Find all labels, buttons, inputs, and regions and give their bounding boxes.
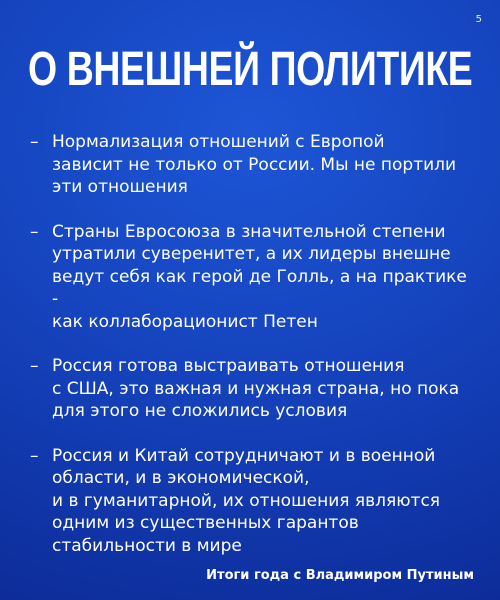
dash-marker: –	[30, 221, 39, 242]
dash-marker: –	[30, 132, 39, 152]
bullet-text: Нормализация отношений с Европой зависит не только от России. Мы не портили эти отношения	[52, 132, 457, 197]
page-title: О ВНЕШНЕЙ ПОЛИТИКЕ	[28, 43, 473, 96]
footer-caption: Итоги года с Владимиром Путиным	[206, 568, 474, 583]
bullet-text: Россия и Китай сотрудничают и в военной области, и в экономической, и в гуманитарной, их отношения являются одним из существенных гарантов стабильности в мире	[52, 445, 441, 556]
dash-marker: –	[30, 445, 39, 466]
bullet-text: Страны Евросоюза в значительной степени утратили суверенитет, а их лидеры внешне ведут себя как герой де Голль, а на практике - как коллаборационист Петен	[52, 221, 467, 332]
list-item	[30, 445, 478, 558]
dash-marker: –	[30, 356, 39, 376]
list-item	[30, 355, 478, 423]
page-number: 5	[475, 14, 482, 25]
bullet-list	[30, 131, 478, 579]
list-item	[30, 221, 478, 334]
bullet-text: Россия готова выстраивать отношения с США, это важная и нужная страна, но пока для этого не сложились условия	[52, 356, 460, 421]
list-item	[30, 131, 478, 199]
